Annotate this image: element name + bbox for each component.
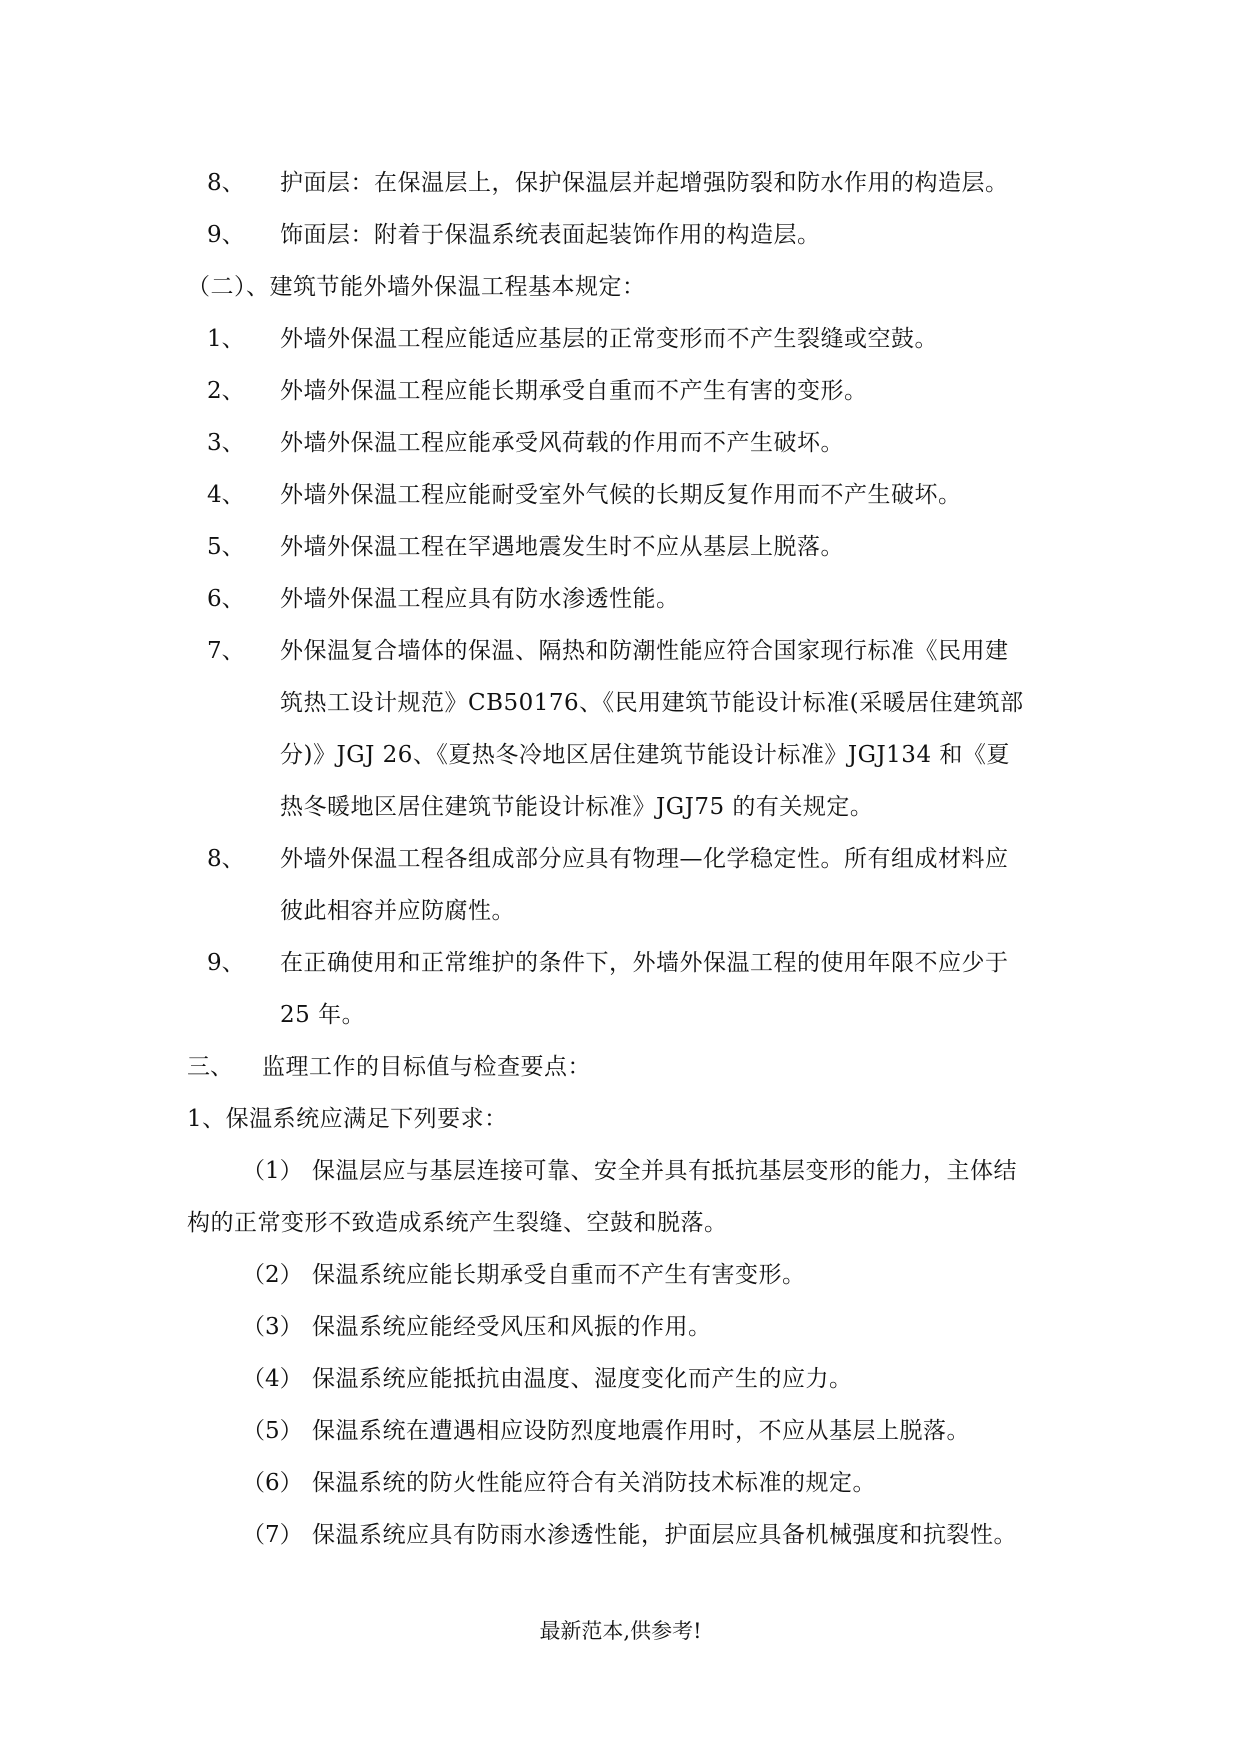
requirement-2-number: （2） [242,1262,303,1288]
requirement-1-text-line2: 构的正常变形不致造成系统产生裂缝、空鼓和脱落。 [187,1210,728,1236]
rule-1-text: 外墙外保温工程应能适应基层的正常变形而不产生裂缝或空鼓。 [280,326,938,352]
requirement-3-text: 保温系统应能经受风压和风振的作用。 [312,1314,712,1340]
subsection1-heading: 1、保温系统应满足下列要求： [187,1106,508,1132]
rule-6-number: 6、 [207,586,245,612]
rule-7-text-line1: 外保温复合墙体的保温、隔热和防潮性能应符合国家现行标准《民用建 [280,638,1009,664]
definition-9-number: 9、 [207,222,245,248]
requirement-2-text: 保温系统应能长期承受自重而不产生有害变形。 [312,1262,806,1288]
page-footer: 最新范本,供参考! [539,1619,702,1643]
requirement-7-number: （7） [242,1522,303,1548]
rule-2-number: 2、 [207,378,245,404]
requirement-6-text: 保温系统的防火性能应符合有关消防技术标准的规定。 [312,1470,876,1496]
rule-6-text: 外墙外保温工程应具有防水渗透性能。 [280,586,680,612]
rule-7-number: 7、 [207,638,245,664]
rule-4-text: 外墙外保温工程应能耐受室外气候的长期反复作用而不产生破坏。 [280,482,962,508]
requirement-3-number: （3） [242,1314,303,1340]
requirement-5-number: （5） [242,1418,303,1444]
section2-heading: （二）、建筑节能外墙外保温工程基本规定： [187,274,646,300]
rule-2-text: 外墙外保温工程应能长期承受自重而不产生有害的变形。 [280,378,868,404]
requirement-7-text: 保温系统应具有防雨水渗透性能，护面层应具备机械强度和抗裂性。 [312,1522,1017,1548]
rule-4-number: 4、 [207,482,245,508]
rule-8-text-line2: 彼此相容并应防腐性。 [280,898,515,924]
rule-7-text-line2: 筑热工设计规范》CB50176、《民用建筑节能设计标准(采暖居住建筑部 [280,690,1024,716]
rule-7-text-line4: 热冬暖地区居住建筑节能设计标准》JGJ75 的有关规定。 [280,794,874,820]
rule-9-number: 9、 [207,950,245,976]
definition-8-text: 护面层：在保温层上，保护保温层并起增强防裂和防水作用的构造层。 [280,170,1009,196]
requirement-6-number: （6） [242,1470,303,1496]
section3-number: 三、 [187,1054,233,1080]
rule-3-text: 外墙外保温工程应能承受风荷载的作用而不产生破坏。 [280,430,844,456]
rule-5-number: 5、 [207,534,245,560]
rule-9-text-line1: 在正确使用和正常维护的条件下，外墙外保温工程的使用年限不应少于 [280,950,1009,976]
requirement-5-text: 保温系统在遭遇相应设防烈度地震作用时，不应从基层上脱落。 [312,1418,970,1444]
requirement-4-number: （4） [242,1366,303,1392]
rule-8-text-line1: 外墙外保温工程各组成部分应具有物理—化学稳定性。所有组成材料应 [280,846,1009,872]
requirement-4-text: 保温系统应能抵抗由温度、湿度变化而产生的应力。 [312,1366,853,1392]
section3-heading: 监理工作的目标值与检查要点： [262,1054,591,1080]
definition-8-number: 8、 [207,170,245,196]
rule-3-number: 3、 [207,430,245,456]
requirement-1-text-line1: 保温层应与基层连接可靠、安全并具有抵抗基层变形的能力，主体结 [312,1158,1017,1184]
requirement-1-number: （1） [242,1158,303,1184]
rule-8-number: 8、 [207,846,245,872]
rule-5-text: 外墙外保温工程在罕遇地震发生时不应从基层上脱落。 [280,534,844,560]
definition-9-text: 饰面层：附着于保温系统表面起装饰作用的构造层。 [280,222,821,248]
rule-7-text-line3: 分)》JGJ 26、《夏热冬冷地区居住建筑节能设计标准》JGJ134 和《夏 [280,742,1010,768]
rule-9-text-line2: 25 年。 [280,1002,366,1028]
rule-1-number: 1、 [207,326,245,352]
